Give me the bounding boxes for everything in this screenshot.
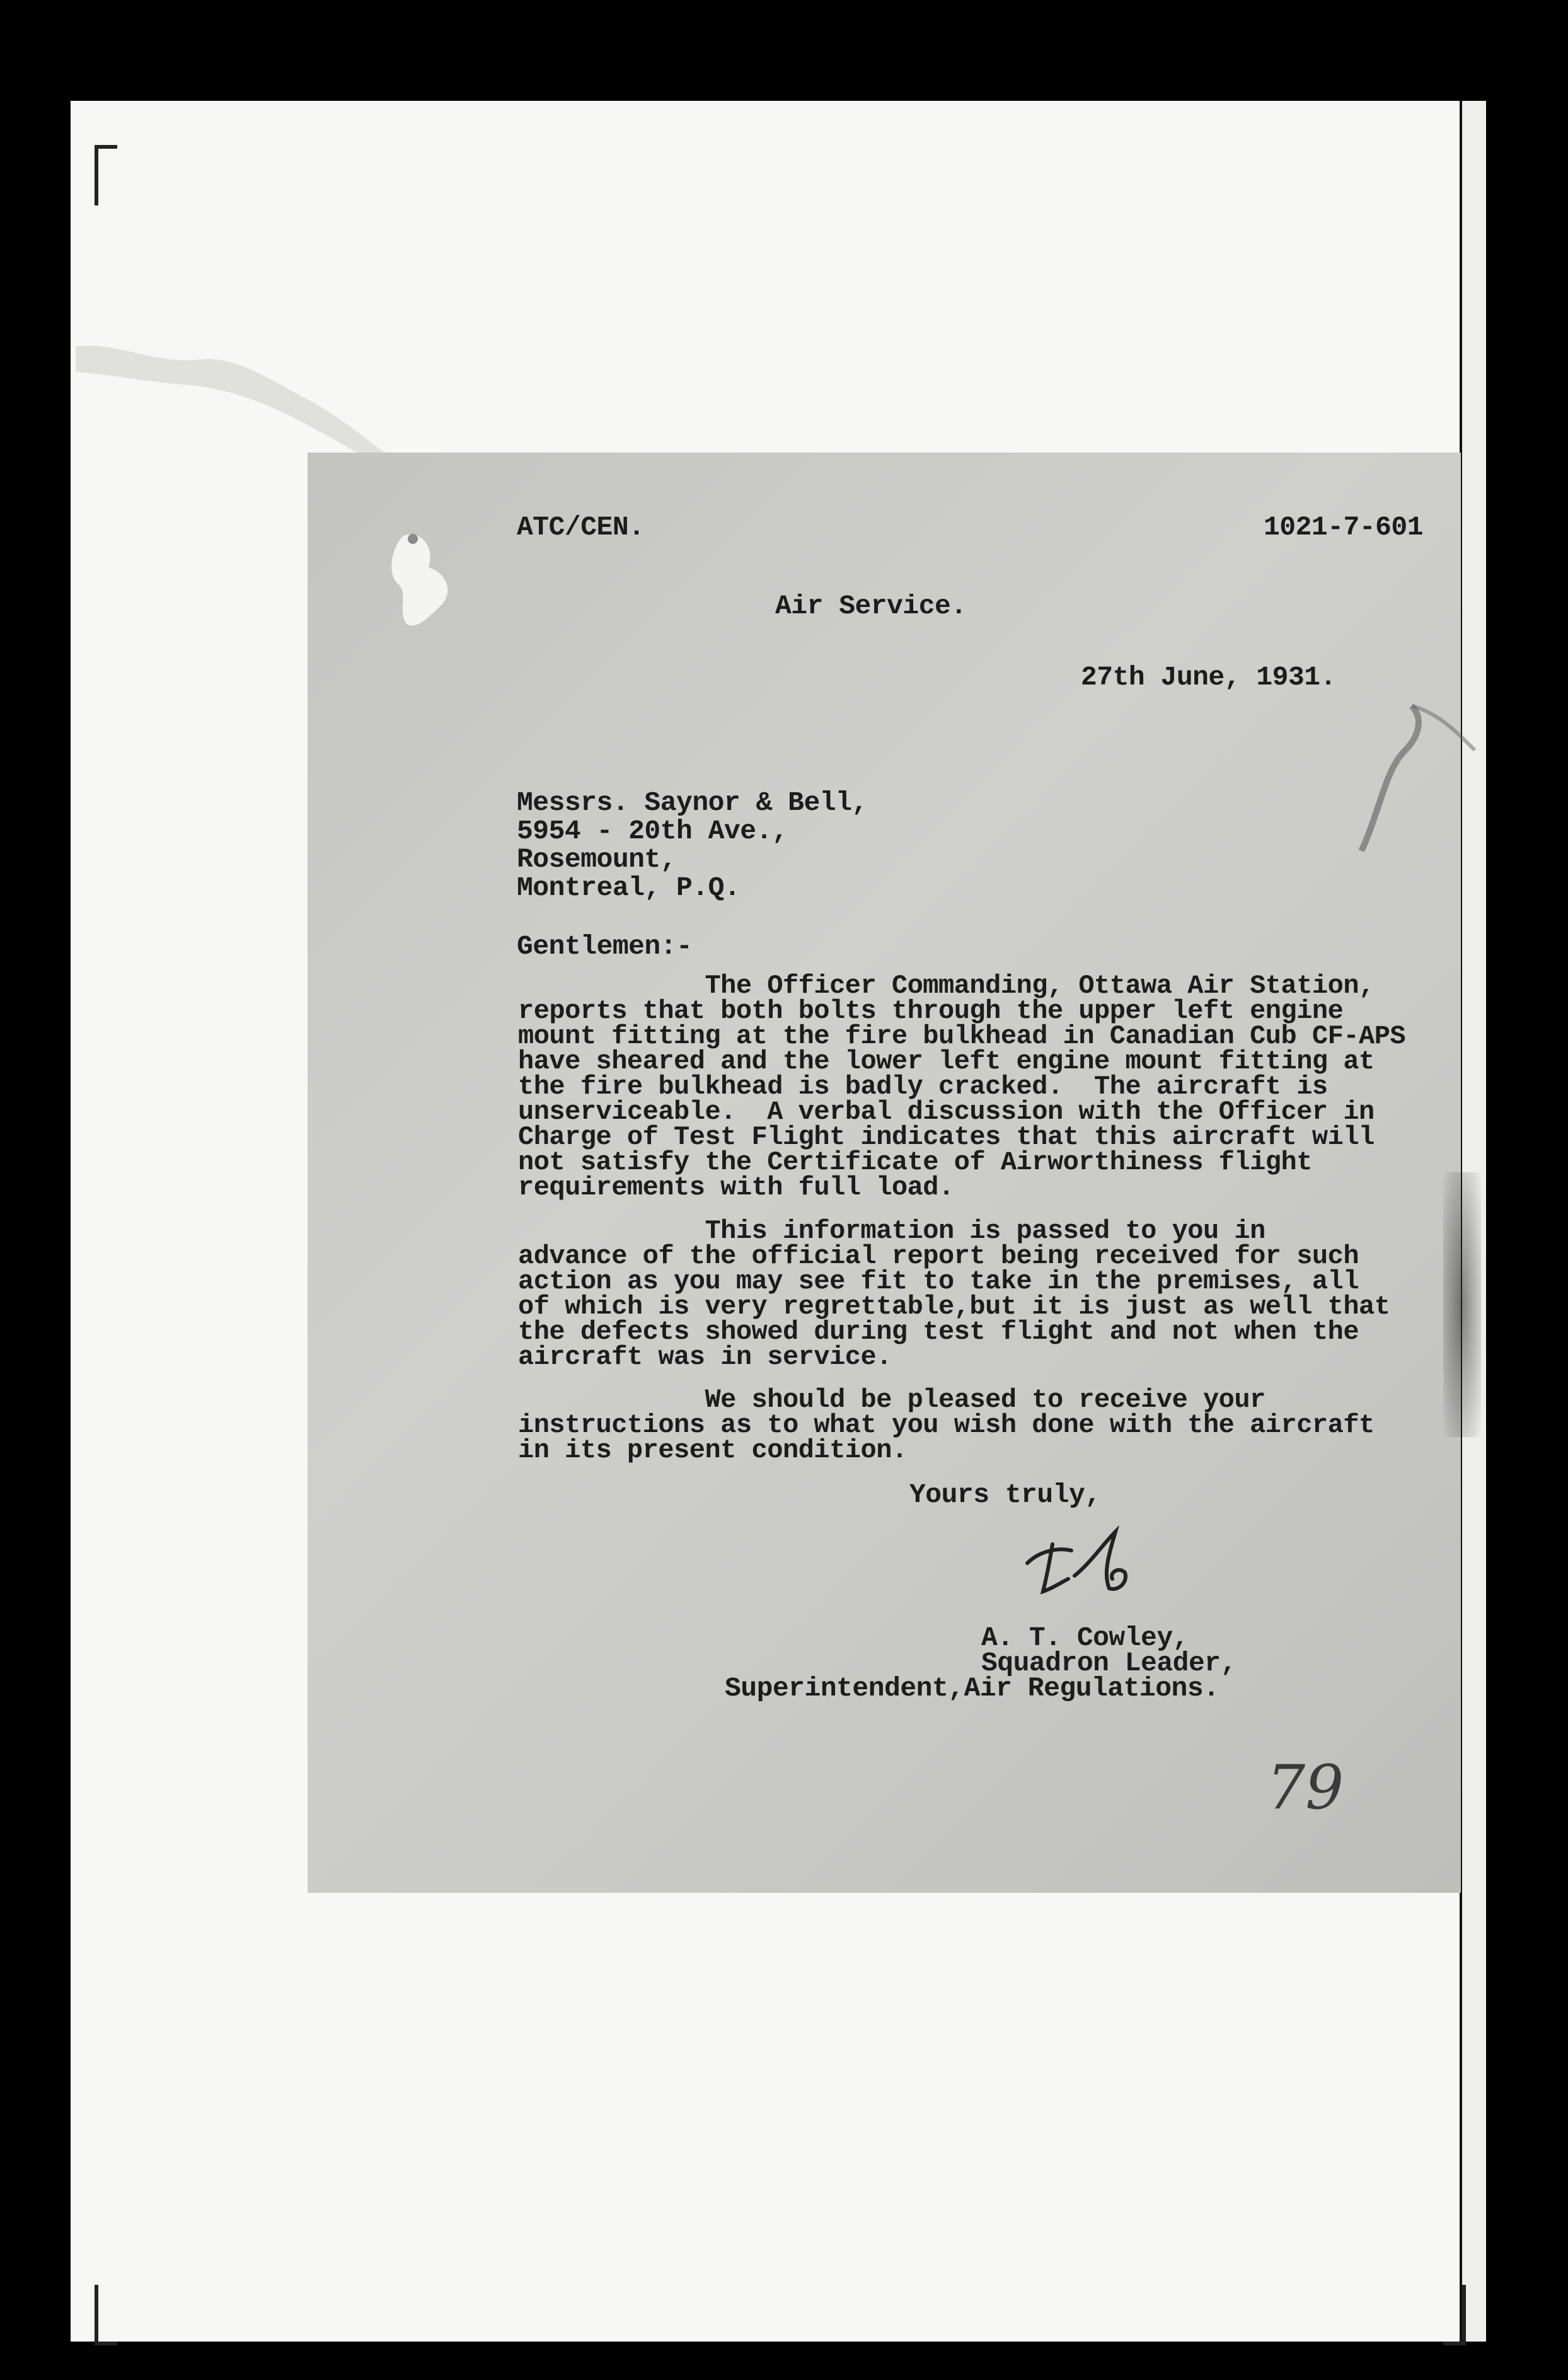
body-line: requirements with full load.	[518, 1172, 954, 1203]
body-line: the fire bulkhead is badly cracked. The aircraft is	[518, 1072, 1328, 1102]
body-line: of which is very regrettable,but it is just as well that	[518, 1291, 1390, 1322]
crop-mark-bottom-right	[1443, 2285, 1466, 2345]
file-reference-number: 1021-7-601	[1264, 512, 1424, 543]
signatory-rank: Squadron Leader,	[981, 1648, 1237, 1678]
body-line: not satisfy the Certificate of Airworthiness flight	[518, 1147, 1312, 1177]
address-line: 5954 - 20th Ave.,	[517, 816, 788, 846]
body-line: mount fitting at the fire bulkhead in Canadian Cub CF-APS	[518, 1021, 1406, 1051]
film-scratch-mark	[1317, 693, 1481, 857]
body-line: in its present condition.	[518, 1435, 908, 1465]
address-line: Montreal, P.Q.	[517, 872, 741, 903]
body-line: instructions as to what you wish done with the aircraft	[518, 1410, 1375, 1440]
body-line: have sheared and the lower left engine mount fitting at	[518, 1046, 1375, 1077]
salutation: Gentlemen:-	[517, 931, 693, 962]
closing: Yours truly,	[909, 1479, 1101, 1510]
body-line: The Officer Commanding, Ottawa Air Station,	[518, 971, 1375, 1001]
body-line: advance of the official report being received for such	[518, 1241, 1359, 1271]
address-line: Rosemount,	[517, 844, 677, 875]
letter-date: 27th June, 1931.	[1081, 662, 1336, 693]
body-line: Charge of Test Flight indicates that this aircraft will	[518, 1122, 1375, 1152]
department-heading: Air Service.	[775, 591, 967, 621]
body-line: This information is passed to you in	[518, 1216, 1265, 1246]
signatory-name: A. T. Cowley,	[981, 1622, 1189, 1653]
handwritten-folio-number: 79	[1267, 1752, 1344, 1823]
body-line: We should be pleased to receive your	[518, 1385, 1265, 1415]
body-line: unserviceable. A verbal discussion with the Officer in	[518, 1097, 1375, 1127]
signatory-title: Superintendent,Air Regulations.	[725, 1673, 1219, 1704]
body-line: the defects showed during test flight and not when the	[518, 1317, 1359, 1347]
page-shadow	[1443, 1172, 1481, 1437]
body-line: reports that both bolts through the upper left engine	[518, 996, 1344, 1026]
crop-mark-bottom-left	[95, 2285, 117, 2345]
handwritten-initials-signature	[1015, 1519, 1166, 1601]
body-line: action as you may see fit to take in the premises, all	[518, 1266, 1359, 1297]
crop-mark-top-left	[95, 145, 117, 205]
punched-hole	[378, 523, 479, 637]
reference-code-left: ATC/CEN.	[517, 512, 645, 543]
address-line: Messrs. Saynor & Bell,	[517, 787, 868, 818]
torn-paper-fragment	[76, 328, 429, 473]
body-line: aircraft was in service.	[518, 1342, 892, 1372]
